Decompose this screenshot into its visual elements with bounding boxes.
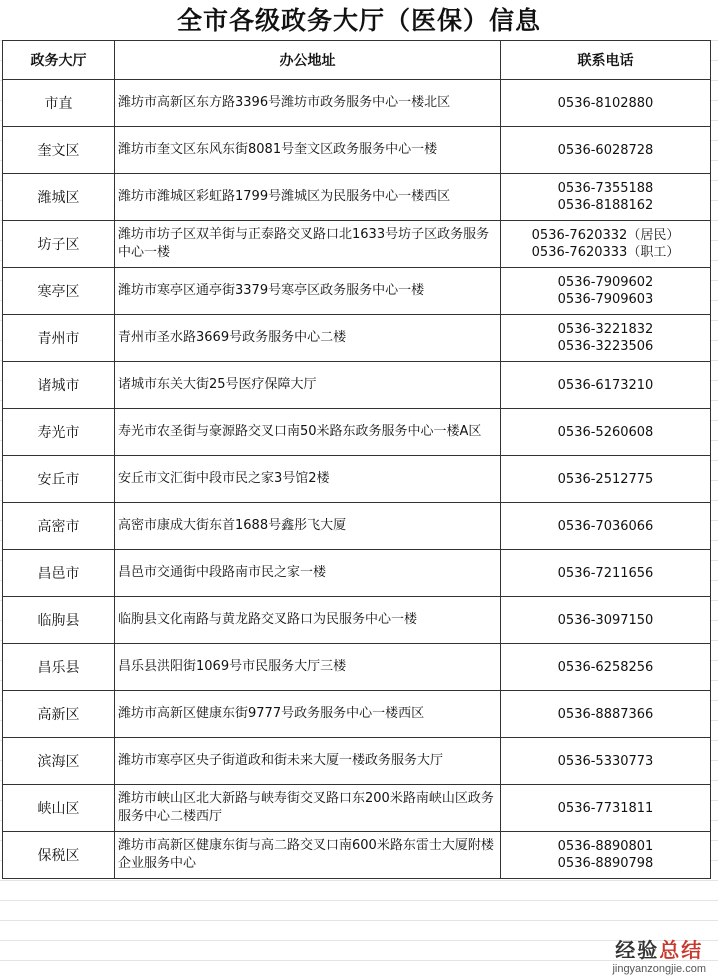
district-cell: 高密市 <box>3 503 115 550</box>
phone-number: 0536-7620333（职工） <box>531 245 680 260</box>
government-hall-table <box>2 40 711 879</box>
address-cell: 潍坊市高新区健康东街9777号政务服务中心一楼西区 <box>115 691 501 738</box>
phone-cell <box>501 221 711 268</box>
phone-cell <box>501 503 711 550</box>
address-cell: 潍坊市潍城区彩虹路1799号潍城区为民服务中心一楼西区 <box>115 174 501 221</box>
address-cell: 昌乐县洪阳街1069号市民服务大厅三楼 <box>115 644 501 691</box>
table-row <box>3 362 711 409</box>
address-cell: 青州市圣水路3669号政务服务中心二楼 <box>115 315 501 362</box>
address-cell: 潍坊市寒亭区通亭街3379号寒亭区政务服务中心一楼 <box>115 268 501 315</box>
table-row <box>3 268 711 315</box>
table-row <box>3 456 711 503</box>
header-address: 办公地址 <box>115 41 501 80</box>
district-cell: 诸城市 <box>3 362 115 409</box>
phone-cell <box>501 127 711 174</box>
phone-number: 0536-8890798 <box>557 856 654 871</box>
district-cell: 奎文区 <box>3 127 115 174</box>
district-cell: 保税区 <box>3 832 115 879</box>
phone-cell <box>501 550 711 597</box>
phone-cell <box>501 738 711 785</box>
phone-number: 0536-7355188 <box>557 181 654 196</box>
phone-number: 0536-2512775 <box>557 471 654 487</box>
district-cell: 坊子区 <box>3 221 115 268</box>
phone-number: 0536-6173210 <box>557 377 654 393</box>
district-cell: 寿光市 <box>3 409 115 456</box>
phone-number: 0536-3223506 <box>557 339 654 354</box>
phone-number: 0536-8887366 <box>557 706 654 722</box>
address-cell: 临朐县文化南路与黄龙路交叉路口为民服务中心一楼 <box>115 597 501 644</box>
phone-number: 0536-3097150 <box>557 612 654 628</box>
phone-number: 0536-7211656 <box>557 565 654 581</box>
table-row <box>3 127 711 174</box>
table-row <box>3 174 711 221</box>
phone-number: 0536-7909603 <box>557 292 654 307</box>
address-cell: 诸城市东关大街25号医疗保障大厅 <box>115 362 501 409</box>
address-cell: 安丘市文汇街中段市民之家3号馆2楼 <box>115 456 501 503</box>
phone-number: 0536-8890801 <box>557 839 654 854</box>
table-row <box>3 80 711 127</box>
watermark-text-left: 经验 <box>615 938 660 962</box>
phone-number: 0536-8188162 <box>557 198 654 213</box>
district-cell: 临朐县 <box>3 597 115 644</box>
phone-cell <box>501 785 711 832</box>
district-cell: 峡山区 <box>3 785 115 832</box>
address-cell: 潍坊市高新区健康东街与高二路交叉口南600米路东雷士大厦附楼企业服务中心 <box>115 832 501 879</box>
phone-cell <box>501 315 711 362</box>
table-row <box>3 550 711 597</box>
phone-number: 0536-7909602 <box>557 275 654 290</box>
phone-number: 0536-5330773 <box>557 753 654 769</box>
district-cell: 潍城区 <box>3 174 115 221</box>
header-phone: 联系电话 <box>501 41 711 80</box>
address-cell: 潍坊市高新区东方路3396号潍坊市政务服务中心一楼北区 <box>115 80 501 127</box>
address-cell: 寿光市农圣街与豪源路交叉口南50米路东政务服务中心一楼A区 <box>115 409 501 456</box>
table-row <box>3 785 711 832</box>
phone-cell <box>501 362 711 409</box>
district-cell: 青州市 <box>3 315 115 362</box>
table-row <box>3 503 711 550</box>
phone-cell <box>501 691 711 738</box>
district-cell: 安丘市 <box>3 456 115 503</box>
header-district: 政务大厅 <box>3 41 115 80</box>
phone-number: 0536-8102880 <box>557 95 654 111</box>
phone-number: 0536-7620332（居民） <box>531 228 680 243</box>
address-cell: 潍坊市奎文区东风东街8081号奎文区政务服务中心一楼 <box>115 127 501 174</box>
table-row <box>3 644 711 691</box>
address-cell: 高密市康成大街东首1688号鑫彤飞大厦 <box>115 503 501 550</box>
phone-cell <box>501 456 711 503</box>
watermark-logo <box>612 934 706 975</box>
phone-cell <box>501 268 711 315</box>
phone-number: 0536-6258256 <box>557 659 654 675</box>
address-cell: 潍坊市峡山区北大新路与峡寿街交叉路口东200米路南峡山区政务服务中心二楼西厅 <box>115 785 501 832</box>
page-title: 全市各级政务大厅（医保）信息 <box>0 0 718 40</box>
table-row <box>3 832 711 879</box>
phone-cell <box>501 597 711 644</box>
phone-number: 0536-7036066 <box>557 518 654 534</box>
watermark-url: jingyanzongjie.com <box>612 963 706 975</box>
address-cell: 潍坊市坊子区双羊街与正泰路交叉路口北1633号坊子区政务服务中心一楼 <box>115 221 501 268</box>
phone-number: 0536-6028728 <box>557 142 654 158</box>
phone-number: 0536-3221832 <box>557 322 654 337</box>
address-cell: 潍坊市寒亭区央子街道政和街未来大厦一楼政务服务大厅 <box>115 738 501 785</box>
district-cell: 昌乐县 <box>3 644 115 691</box>
footer-area <box>0 929 718 979</box>
address-cell: 昌邑市交通街中段路南市民之家一楼 <box>115 550 501 597</box>
table-header-row <box>3 41 711 80</box>
district-cell: 寒亭区 <box>3 268 115 315</box>
phone-cell <box>501 644 711 691</box>
district-cell: 高新区 <box>3 691 115 738</box>
phone-number: 0536-5260608 <box>557 424 654 440</box>
phone-cell <box>501 80 711 127</box>
district-cell: 市直 <box>3 80 115 127</box>
table-row <box>3 409 711 456</box>
table-row <box>3 221 711 268</box>
table-row <box>3 738 711 785</box>
phone-cell <box>501 174 711 221</box>
watermark-text-right: 总结 <box>659 938 704 962</box>
district-cell: 昌邑市 <box>3 550 115 597</box>
phone-cell <box>501 832 711 879</box>
table-row <box>3 315 711 362</box>
table-row <box>3 597 711 644</box>
district-cell: 滨海区 <box>3 738 115 785</box>
table-row <box>3 691 711 738</box>
phone-number: 0536-7731811 <box>557 800 654 816</box>
phone-cell <box>501 409 711 456</box>
